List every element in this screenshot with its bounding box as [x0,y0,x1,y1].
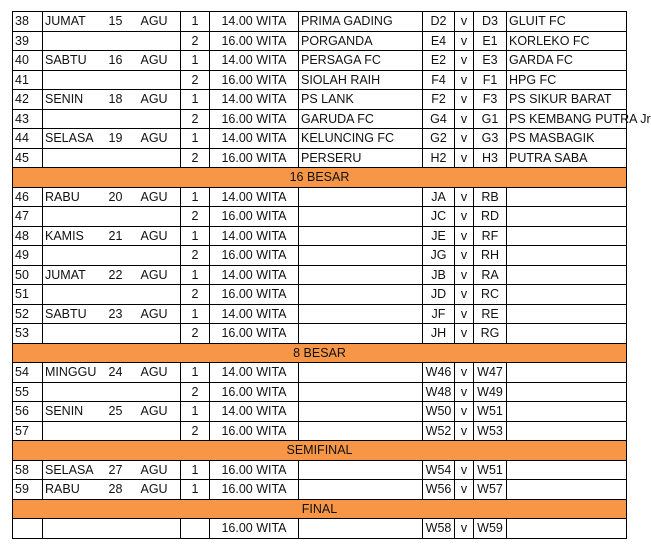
cell-month [139,246,181,266]
cell-no: 59 [13,480,43,500]
cell-home-team [299,421,423,441]
cell-away-team [507,460,627,480]
cell-versus: v [455,480,474,500]
cell-day [43,519,107,539]
cell-day [43,246,107,266]
cell-away-team [507,382,627,402]
cell-away-code: RH [474,246,507,266]
cell-date [107,207,139,227]
cell-away-code: RG [474,324,507,344]
cell-month [139,148,181,168]
cell-away-team [507,226,627,246]
cell-month [139,70,181,90]
cell-date [107,70,139,90]
cell-time: 16.00 WITA [210,382,299,402]
cell-month: AGU [139,363,181,383]
cell-home-team [299,519,423,539]
cell-date [107,109,139,129]
cell-away-team [507,304,627,324]
cell-no: 46 [13,187,43,207]
cell-home-code: JE [423,226,455,246]
cell-away-code: W49 [474,382,507,402]
cell-month: AGU [139,402,181,422]
cell-home-code: JC [423,207,455,227]
cell-versus: v [455,226,474,246]
cell-date: 22 [107,265,139,285]
cell-time: 14.00 WITA [210,265,299,285]
cell-home-team [299,363,423,383]
table-row [13,363,627,383]
cell-date: 20 [107,187,139,207]
cell-month: AGU [139,304,181,324]
cell-date [107,246,139,266]
cell-home-code: F4 [423,70,455,90]
cell-time: 14.00 WITA [210,90,299,110]
cell-away-team: PS SIKUR BARAT [507,90,627,110]
table-row [13,109,627,129]
cell-away-code: W59 [474,519,507,539]
cell-match-number [181,519,210,539]
cell-away-code: G1 [474,109,507,129]
table-row [13,12,627,32]
table-row [13,519,627,539]
cell-month: AGU [139,480,181,500]
section-header-row [13,499,627,519]
cell-versus: v [455,265,474,285]
cell-versus: v [455,51,474,71]
cell-month: AGU [139,12,181,32]
cell-month: AGU [139,129,181,149]
cell-home-team: PERSERU [299,148,423,168]
cell-away-code: W51 [474,402,507,422]
table-row [13,265,627,285]
cell-date: 19 [107,129,139,149]
table-row [13,148,627,168]
table-row [13,285,627,305]
cell-match-number: 1 [181,129,210,149]
cell-time: 16.00 WITA [210,246,299,266]
cell-versus: v [455,363,474,383]
cell-no: 42 [13,90,43,110]
cell-time: 14.00 WITA [210,51,299,71]
cell-no: 38 [13,12,43,32]
cell-no: 52 [13,304,43,324]
cell-away-code: W51 [474,460,507,480]
cell-date [107,421,139,441]
cell-no: 41 [13,70,43,90]
cell-time: 16.00 WITA [210,207,299,227]
cell-time: 16.00 WITA [210,148,299,168]
cell-match-number: 2 [181,70,210,90]
cell-home-team [299,324,423,344]
cell-date [107,324,139,344]
cell-away-code: W57 [474,480,507,500]
cell-home-team: KELUNCING FC [299,129,423,149]
cell-time: 16.00 WITA [210,480,299,500]
cell-home-code: JG [423,246,455,266]
cell-home-code: JD [423,285,455,305]
cell-away-code: W47 [474,363,507,383]
cell-home-code: W56 [423,480,455,500]
cell-home-code: F2 [423,90,455,110]
cell-day: SABTU [43,51,107,71]
cell-versus: v [455,519,474,539]
cell-away-team [507,519,627,539]
cell-home-team [299,480,423,500]
cell-home-team: PRIMA GADING [299,12,423,32]
cell-away-code: G3 [474,129,507,149]
cell-time: 14.00 WITA [210,129,299,149]
cell-versus: v [455,90,474,110]
cell-date: 24 [107,363,139,383]
cell-versus: v [455,402,474,422]
cell-no: 56 [13,402,43,422]
section-header-row [13,343,627,363]
cell-versus: v [455,382,474,402]
table-row [13,480,627,500]
cell-day: MINGGU [43,363,107,383]
cell-versus: v [455,31,474,51]
cell-away-team: PS KEMBANG PUTRA Jr [507,109,627,129]
cell-home-code: E2 [423,51,455,71]
cell-home-team [299,207,423,227]
cell-time: 16.00 WITA [210,421,299,441]
cell-home-team [299,382,423,402]
cell-home-code: W54 [423,460,455,480]
cell-month [139,285,181,305]
cell-no: 51 [13,285,43,305]
cell-versus: v [455,460,474,480]
cell-date: 21 [107,226,139,246]
cell-versus: v [455,70,474,90]
cell-away-code: RC [474,285,507,305]
cell-no: 47 [13,207,43,227]
cell-home-code: E4 [423,31,455,51]
table-row [13,421,627,441]
table-row [13,226,627,246]
cell-match-number: 2 [181,31,210,51]
table-row [13,402,627,422]
cell-date: 16 [107,51,139,71]
section-title: 16 BESAR [13,168,627,188]
table-row [13,304,627,324]
cell-date [107,285,139,305]
table-row [13,460,627,480]
cell-versus: v [455,324,474,344]
cell-versus: v [455,12,474,32]
cell-versus: v [455,246,474,266]
cell-home-team: PERSAGA FC [299,51,423,71]
cell-versus: v [455,207,474,227]
cell-day [43,70,107,90]
table-row [13,382,627,402]
cell-no: 50 [13,265,43,285]
cell-home-code: W58 [423,519,455,539]
cell-match-number: 1 [181,12,210,32]
cell-date: 15 [107,12,139,32]
cell-home-code: JB [423,265,455,285]
cell-match-number: 2 [181,324,210,344]
cell-date [107,382,139,402]
section-title: FINAL [13,499,627,519]
cell-no [13,519,43,539]
cell-time: 14.00 WITA [210,304,299,324]
cell-day: JUMAT [43,12,107,32]
cell-away-code: D3 [474,12,507,32]
cell-time: 16.00 WITA [210,109,299,129]
cell-month: AGU [139,226,181,246]
cell-match-number: 1 [181,363,210,383]
cell-month [139,109,181,129]
cell-month [139,207,181,227]
cell-versus: v [455,285,474,305]
cell-day [43,382,107,402]
cell-match-number: 2 [181,207,210,227]
cell-no: 49 [13,246,43,266]
cell-day [43,324,107,344]
section-header-row [13,168,627,188]
cell-away-team [507,363,627,383]
cell-home-code: W50 [423,402,455,422]
cell-away-team: HPG FC [507,70,627,90]
cell-day: SELASA [43,129,107,149]
cell-match-number: 1 [181,51,210,71]
cell-date [107,31,139,51]
cell-date: 27 [107,460,139,480]
cell-no: 45 [13,148,43,168]
cell-time: 14.00 WITA [210,402,299,422]
cell-away-code: F3 [474,90,507,110]
cell-match-number: 1 [181,226,210,246]
cell-away-team: GARDA FC [507,51,627,71]
cell-month [139,519,181,539]
cell-away-code: RE [474,304,507,324]
cell-match-number: 1 [181,460,210,480]
cell-no: 53 [13,324,43,344]
cell-time: 14.00 WITA [210,12,299,32]
cell-match-number: 1 [181,265,210,285]
table-row [13,187,627,207]
section-title: 8 BESAR [13,343,627,363]
cell-versus: v [455,187,474,207]
cell-date [107,519,139,539]
cell-time: 16.00 WITA [210,519,299,539]
table-row [13,51,627,71]
cell-match-number: 2 [181,246,210,266]
cell-away-team [507,265,627,285]
cell-away-code: F1 [474,70,507,90]
cell-home-code: G2 [423,129,455,149]
cell-versus: v [455,109,474,129]
cell-home-team: SIOLAH RAIH [299,70,423,90]
cell-home-team [299,226,423,246]
cell-day: RABU [43,187,107,207]
cell-home-code: JH [423,324,455,344]
cell-month: AGU [139,265,181,285]
cell-match-number: 2 [181,148,210,168]
cell-home-team: GARUDA FC [299,109,423,129]
cell-day: SENIN [43,402,107,422]
cell-away-team: PS MASBAGIK [507,129,627,149]
cell-day [43,285,107,305]
cell-match-number: 2 [181,421,210,441]
cell-day: RABU [43,480,107,500]
cell-away-team: PUTRA SABA [507,148,627,168]
cell-away-team [507,480,627,500]
cell-away-code: W53 [474,421,507,441]
cell-date: 18 [107,90,139,110]
cell-month [139,421,181,441]
cell-time: 16.00 WITA [210,31,299,51]
cell-day [43,421,107,441]
cell-versus: v [455,304,474,324]
table-row [13,90,627,110]
section-header-row [13,441,627,461]
cell-day: JUMAT [43,265,107,285]
cell-no: 43 [13,109,43,129]
cell-away-team [507,187,627,207]
cell-match-number: 1 [181,304,210,324]
cell-time: 14.00 WITA [210,226,299,246]
cell-away-team: KORLEKO FC [507,31,627,51]
cell-day [43,109,107,129]
cell-home-team [299,187,423,207]
table-row [13,324,627,344]
cell-away-code: E3 [474,51,507,71]
table-row [13,129,627,149]
cell-home-code: H2 [423,148,455,168]
cell-time: 14.00 WITA [210,363,299,383]
cell-no: 40 [13,51,43,71]
cell-match-number: 2 [181,285,210,305]
cell-away-code: RB [474,187,507,207]
cell-away-team [507,207,627,227]
cell-home-team [299,402,423,422]
cell-time: 16.00 WITA [210,324,299,344]
cell-day: SELASA [43,460,107,480]
cell-home-team [299,304,423,324]
cell-day [43,148,107,168]
schedule-body [13,12,651,539]
cell-no: 39 [13,31,43,51]
cell-day [43,207,107,227]
cell-month: AGU [139,460,181,480]
cell-month [139,324,181,344]
cell-away-team: GLUIT FC [507,12,627,32]
cell-date [107,148,139,168]
cell-away-team [507,421,627,441]
section-title: SEMIFINAL [13,441,627,461]
cell-no: 55 [13,382,43,402]
cell-no: 57 [13,421,43,441]
cell-match-number: 1 [181,90,210,110]
cell-away-code: RA [474,265,507,285]
table-row [13,246,627,266]
cell-versus: v [455,421,474,441]
table-row [13,31,627,51]
cell-time: 16.00 WITA [210,70,299,90]
cell-away-code: E1 [474,31,507,51]
cell-month: AGU [139,51,181,71]
cell-home-code: W48 [423,382,455,402]
cell-away-team [507,285,627,305]
cell-month: AGU [139,90,181,110]
cell-home-team: PS LANK [299,90,423,110]
cell-date: 25 [107,402,139,422]
cell-day: KAMIS [43,226,107,246]
cell-home-team [299,265,423,285]
table-row [13,70,627,90]
schedule-table [12,11,651,539]
cell-home-code: W46 [423,363,455,383]
cell-away-code: RF [474,226,507,246]
cell-away-team [507,324,627,344]
cell-no: 44 [13,129,43,149]
cell-away-code: H3 [474,148,507,168]
cell-away-team [507,402,627,422]
cell-month: AGU [139,187,181,207]
cell-away-code: RD [474,207,507,227]
cell-day: SENIN [43,90,107,110]
cell-home-code: JF [423,304,455,324]
cell-month [139,382,181,402]
cell-home-team [299,246,423,266]
cell-no: 54 [13,363,43,383]
table-row [13,207,627,227]
cell-away-team [507,246,627,266]
cell-home-team: PORGANDA [299,31,423,51]
cell-no: 48 [13,226,43,246]
cell-home-code: W52 [423,421,455,441]
cell-date: 23 [107,304,139,324]
cell-home-team [299,285,423,305]
cell-no: 58 [13,460,43,480]
cell-time: 16.00 WITA [210,285,299,305]
cell-time: 14.00 WITA [210,187,299,207]
cell-home-code: D2 [423,12,455,32]
cell-match-number: 2 [181,109,210,129]
cell-day [43,31,107,51]
cell-versus: v [455,148,474,168]
cell-match-number: 1 [181,187,210,207]
cell-time: 16.00 WITA [210,460,299,480]
cell-home-team [299,460,423,480]
cell-match-number: 1 [181,402,210,422]
cell-match-number: 1 [181,480,210,500]
cell-date: 28 [107,480,139,500]
cell-home-code: G4 [423,109,455,129]
cell-day: SABTU [43,304,107,324]
cell-versus: v [455,129,474,149]
cell-month [139,31,181,51]
cell-home-code: JA [423,187,455,207]
cell-match-number: 2 [181,382,210,402]
